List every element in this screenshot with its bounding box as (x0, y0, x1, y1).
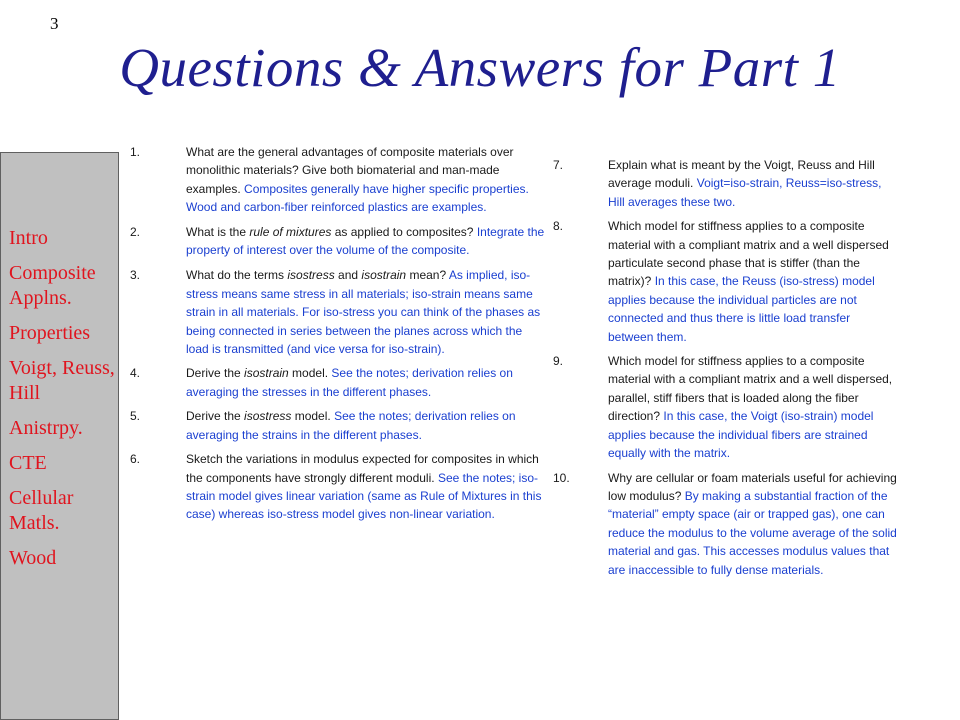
sidebar-item-cellular-matls[interactable]: Cellular Matls. (9, 487, 74, 534)
qa-item-4 (130, 364, 545, 401)
question-text: Which model for stiffness applies to a composite material with a compliant matrix and a well dispersed particulate second phase that is stiffer (than the matrix)? (608, 219, 889, 289)
questions-left-column (130, 143, 545, 530)
answer-text: Integrate the property of interest over the volume of the composite. (186, 224, 545, 258)
question-text: model. (291, 409, 331, 424)
sidebar-item-intro[interactable]: Intro (9, 227, 48, 249)
qa-item-5 (130, 407, 545, 444)
qa-number: 6. (130, 452, 141, 467)
answer-text: As implied, iso-stress means same stress in all materials; iso-strain means same strain in all materials. For iso-stress you can think of the phases as being connected in series between the planes across which the load is transmitted (and vice versa for iso-strain). (186, 268, 541, 357)
qa-item-1 (130, 143, 545, 217)
qa-number: 1. (130, 145, 141, 159)
qa-number: 2. (130, 224, 141, 239)
answer-text: Composites generally have higher specific properties. Wood and carbon-fiber reinforced plastics are examples. (186, 181, 529, 215)
qa-number: 3. (130, 268, 141, 283)
qa-number: 7. (553, 158, 564, 172)
qa-number: 5. (130, 409, 141, 424)
answer-text: In this case, the Reuss (iso-stress) model applies because the individual particles are not connected and thus there is little load transfer between them. (608, 274, 875, 344)
question-text: Why are cellular or foam materials useful for achieving low modulus? (608, 470, 897, 503)
sidebar-item-composite-applns[interactable]: Composite Applns. (9, 262, 96, 309)
question-text: What are the general advantages of composite materials over monolithic materials? Give both biomaterial and man-made examples. (186, 145, 514, 196)
question-term: isostress (287, 268, 335, 283)
sidebar-item-voigt-reuss-hill[interactable]: Voigt, Reuss, Hill (9, 357, 115, 404)
answer-text: See the notes; derivation relies on averaging the strains in the different phases. (186, 409, 516, 442)
sidebar-item-properties[interactable]: Properties (9, 322, 91, 344)
qa-item-6 (130, 450, 545, 524)
question-text: Derive the (186, 409, 245, 424)
sidebar-item-anistrpy[interactable]: Anistrpy. (9, 417, 83, 439)
qa-number: 9. (553, 354, 564, 369)
qa-item-3 (130, 266, 545, 358)
qa-item-7 (553, 156, 898, 211)
answer-text: By making a substantial fraction of the “material” empty space (air or trapped gas), one can reduce the modulus to the volume average of the solid material and gas. This accesses modulus values that are inaccessible to fully dense materials. (608, 488, 897, 577)
questions-right-column (553, 156, 898, 585)
question-text: and (334, 268, 362, 283)
qa-item-10 (553, 469, 898, 579)
question-text: What do the terms (186, 268, 288, 283)
question-text: Which model for stiffness applies to a composite material with a compliant matrix and a well dispersed, parallel, stiff fibers that is loaded along the fiber direction? (608, 354, 893, 424)
qa-number: 4. (130, 366, 141, 381)
question-text: What is the (186, 224, 250, 239)
question-text: Derive the (186, 366, 245, 381)
question-term: isostrain (361, 268, 407, 283)
question-term: rule of mixtures (249, 224, 332, 239)
question-term: isostrain (244, 366, 289, 381)
answer-text: See the notes; iso-strain model gives linear variation (same as Rule of Mixtures in this case) whereas iso-stress model gives non-linear variation. (186, 470, 542, 522)
question-text: model. (288, 366, 329, 381)
answer-text: In this case, the Voigt (iso-strain) model applies because the individual fibers are strained equally with the matrix. (608, 409, 874, 461)
question-text: Explain what is meant by the Voigt, Reuss and Hill average moduli. (608, 158, 875, 191)
question-text: Sketch the variations in modulus expected for composites in which the components have strongly different moduli. (186, 452, 539, 485)
qa-number: 8. (553, 219, 564, 234)
question-term: isostress (244, 409, 292, 424)
sidebar-item-cte[interactable]: CTE (9, 452, 47, 474)
qa-item-8 (553, 217, 898, 346)
slide-number: 3 (50, 14, 59, 33)
question-text: as applied to composites? (331, 224, 474, 239)
qa-number: 10. (553, 470, 570, 485)
question-text: mean? (406, 268, 447, 283)
sidebar-item-wood[interactable]: Wood (9, 547, 57, 569)
answer-text: Voigt=iso-strain, Reuss=iso-stress, Hill averages these two. (608, 176, 882, 209)
slide-title: Questions & Answers for Part 1 (119, 37, 841, 98)
qa-item-9 (553, 352, 898, 462)
qa-item-2 (130, 223, 545, 260)
sidebar-nav (9, 226, 124, 581)
answer-text: See the notes; derivation relies on averaging the stresses in the different phases. (186, 366, 513, 399)
